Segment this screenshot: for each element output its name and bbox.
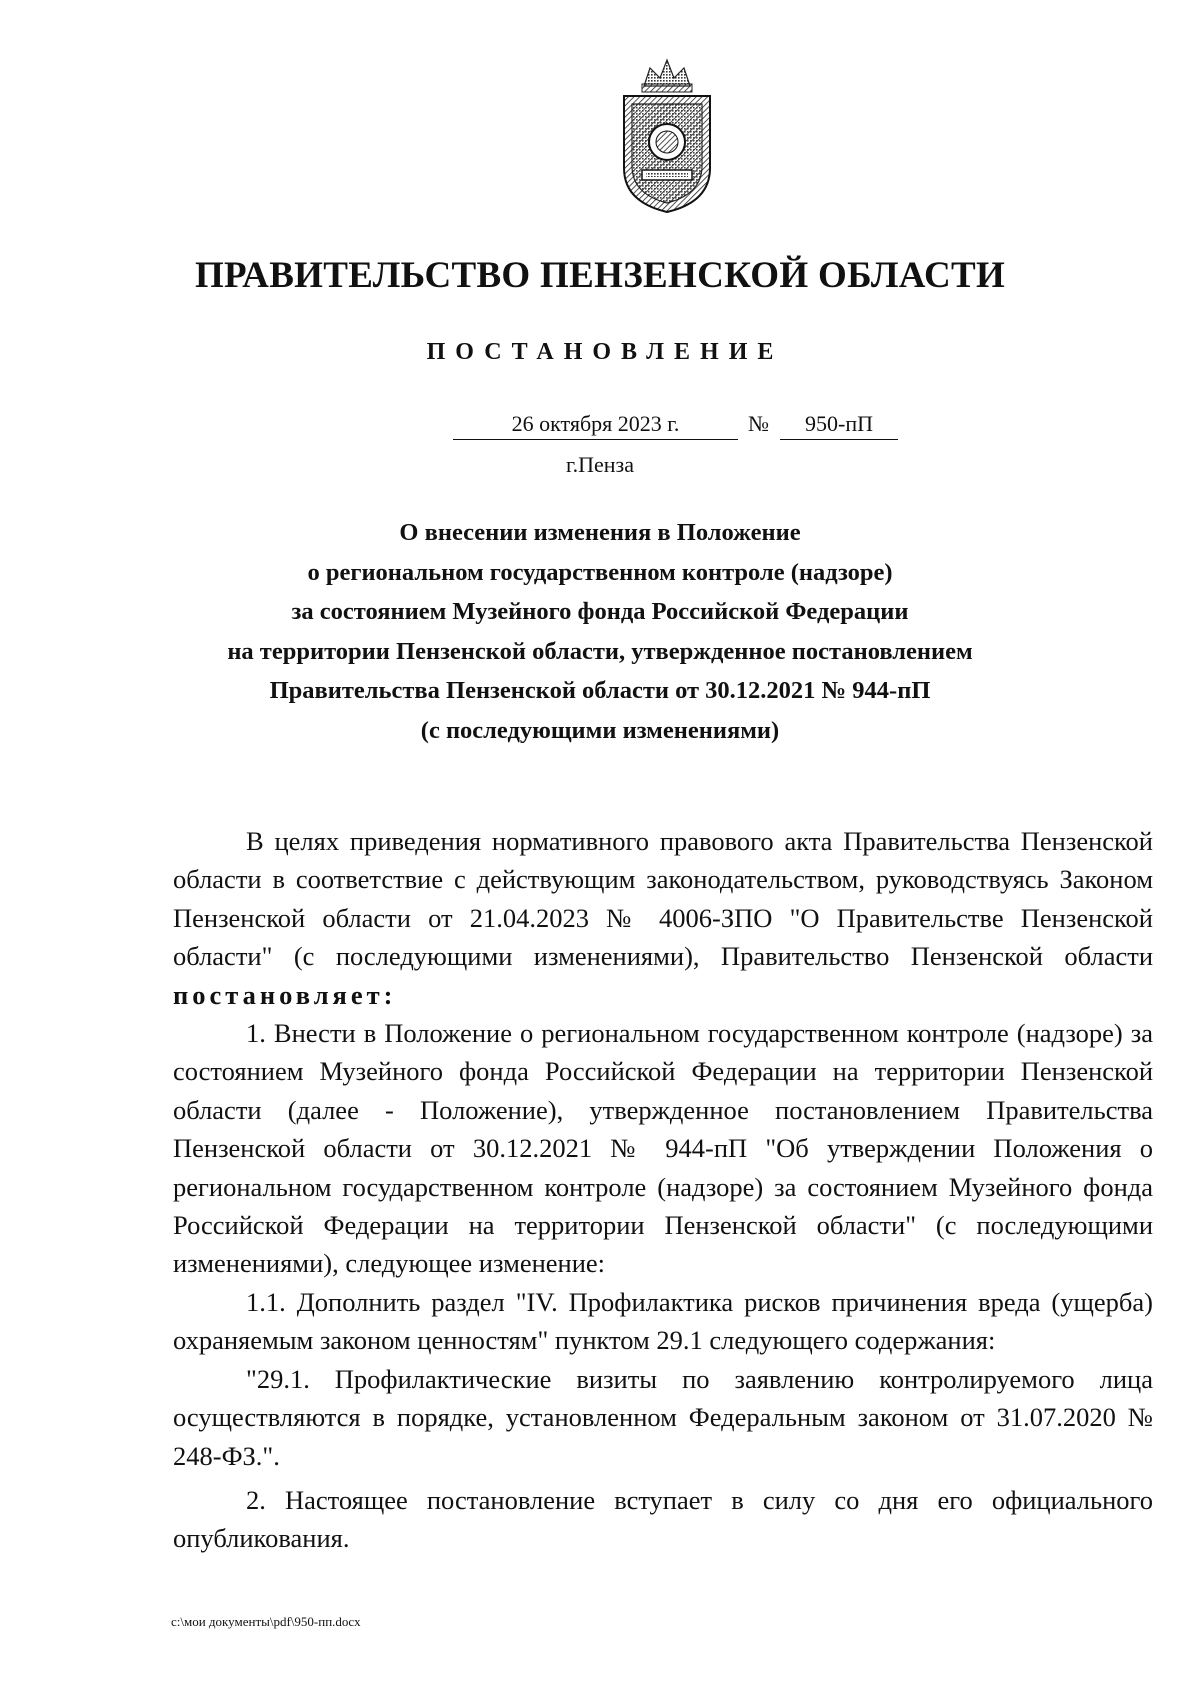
authority-name: ПРАВИТЕЛЬСТВО ПЕНЗЕНСКОЙ ОБЛАСТИ [194, 255, 1006, 296]
date-number-line [0, 409, 1200, 445]
city: г.Пенза [566, 452, 634, 477]
title-line: Правительства Пензенской области от 30.12.2021 № 944-пП [269, 677, 931, 705]
preamble-text: В целях приведения нормативного правового акта Правительства Пензенской области в соответствие с действующим законодательством, руководствуясь Законом Пензенской области от 21.04.2023 № 4006-ЗПО "О Правительстве Пензенской области" (с последующими изменениями), Правительство Пензенской области [173, 826, 1153, 972]
coat-of-arms-icon [612, 56, 722, 216]
decree-word: постановляет: [173, 979, 397, 1010]
document-type: ПОСТАНОВЛЕНИЕ [426, 339, 784, 365]
preamble-paragraph [173, 822, 1153, 1014]
item-1-1-paragraph: 1.1. Дополнить раздел "IV. Профилактика рисков причинения вреда (ущерба) охраняемым законом ценностям" пунктом 29.1 следующего содержания: [173, 1286, 1153, 1356]
title-line: на территории Пензенской области, утвержденное постановлением [227, 637, 973, 665]
file-path: c:\мои документы\pdf\950-пп.docx [171, 1614, 361, 1629]
item-1-paragraph: 1. Внести в Положение о региональном государственном контроле (надзоре) за состоянием Музейного фонда Российской Федерации на территории Пензенской области (далее - Положение), утвержденное постановлением Правительства Пензенской области от 30.12.2021 № 944-пП "Об утверждении Положения о региональном государственном контроле (надзоре) за состоянием Музейного фонда Российской Федерации на территории Пензенской области" (с последующими изменениями), следующее изменение: [173, 1018, 1153, 1279]
title-line: за состоянием Музейного фонда Российской Федерации [291, 598, 909, 626]
title-line: О внесении изменения в Положение [399, 519, 801, 546]
item-2-paragraph: 2. Настоящее постановление вступает в силу со дня его официального опубликования. [173, 1484, 1153, 1554]
number-sign: № [748, 411, 769, 436]
document-number: 950-пП [780, 409, 898, 440]
item-29-1-paragraph: "29.1. Профилактические визиты по заявлению контролируемого лица осуществляются в порядке, установленном Федеральным законом от 31.07.2020 № 248-ФЗ.". [173, 1363, 1153, 1471]
document-title [150, 513, 1050, 751]
title-line: (с последующими изменениями) [420, 716, 780, 744]
document-body [173, 822, 1153, 1558]
document-date: 26 октября 2023 г. [453, 409, 738, 440]
title-line: о региональном государственном контроле (надзоре) [307, 558, 893, 586]
